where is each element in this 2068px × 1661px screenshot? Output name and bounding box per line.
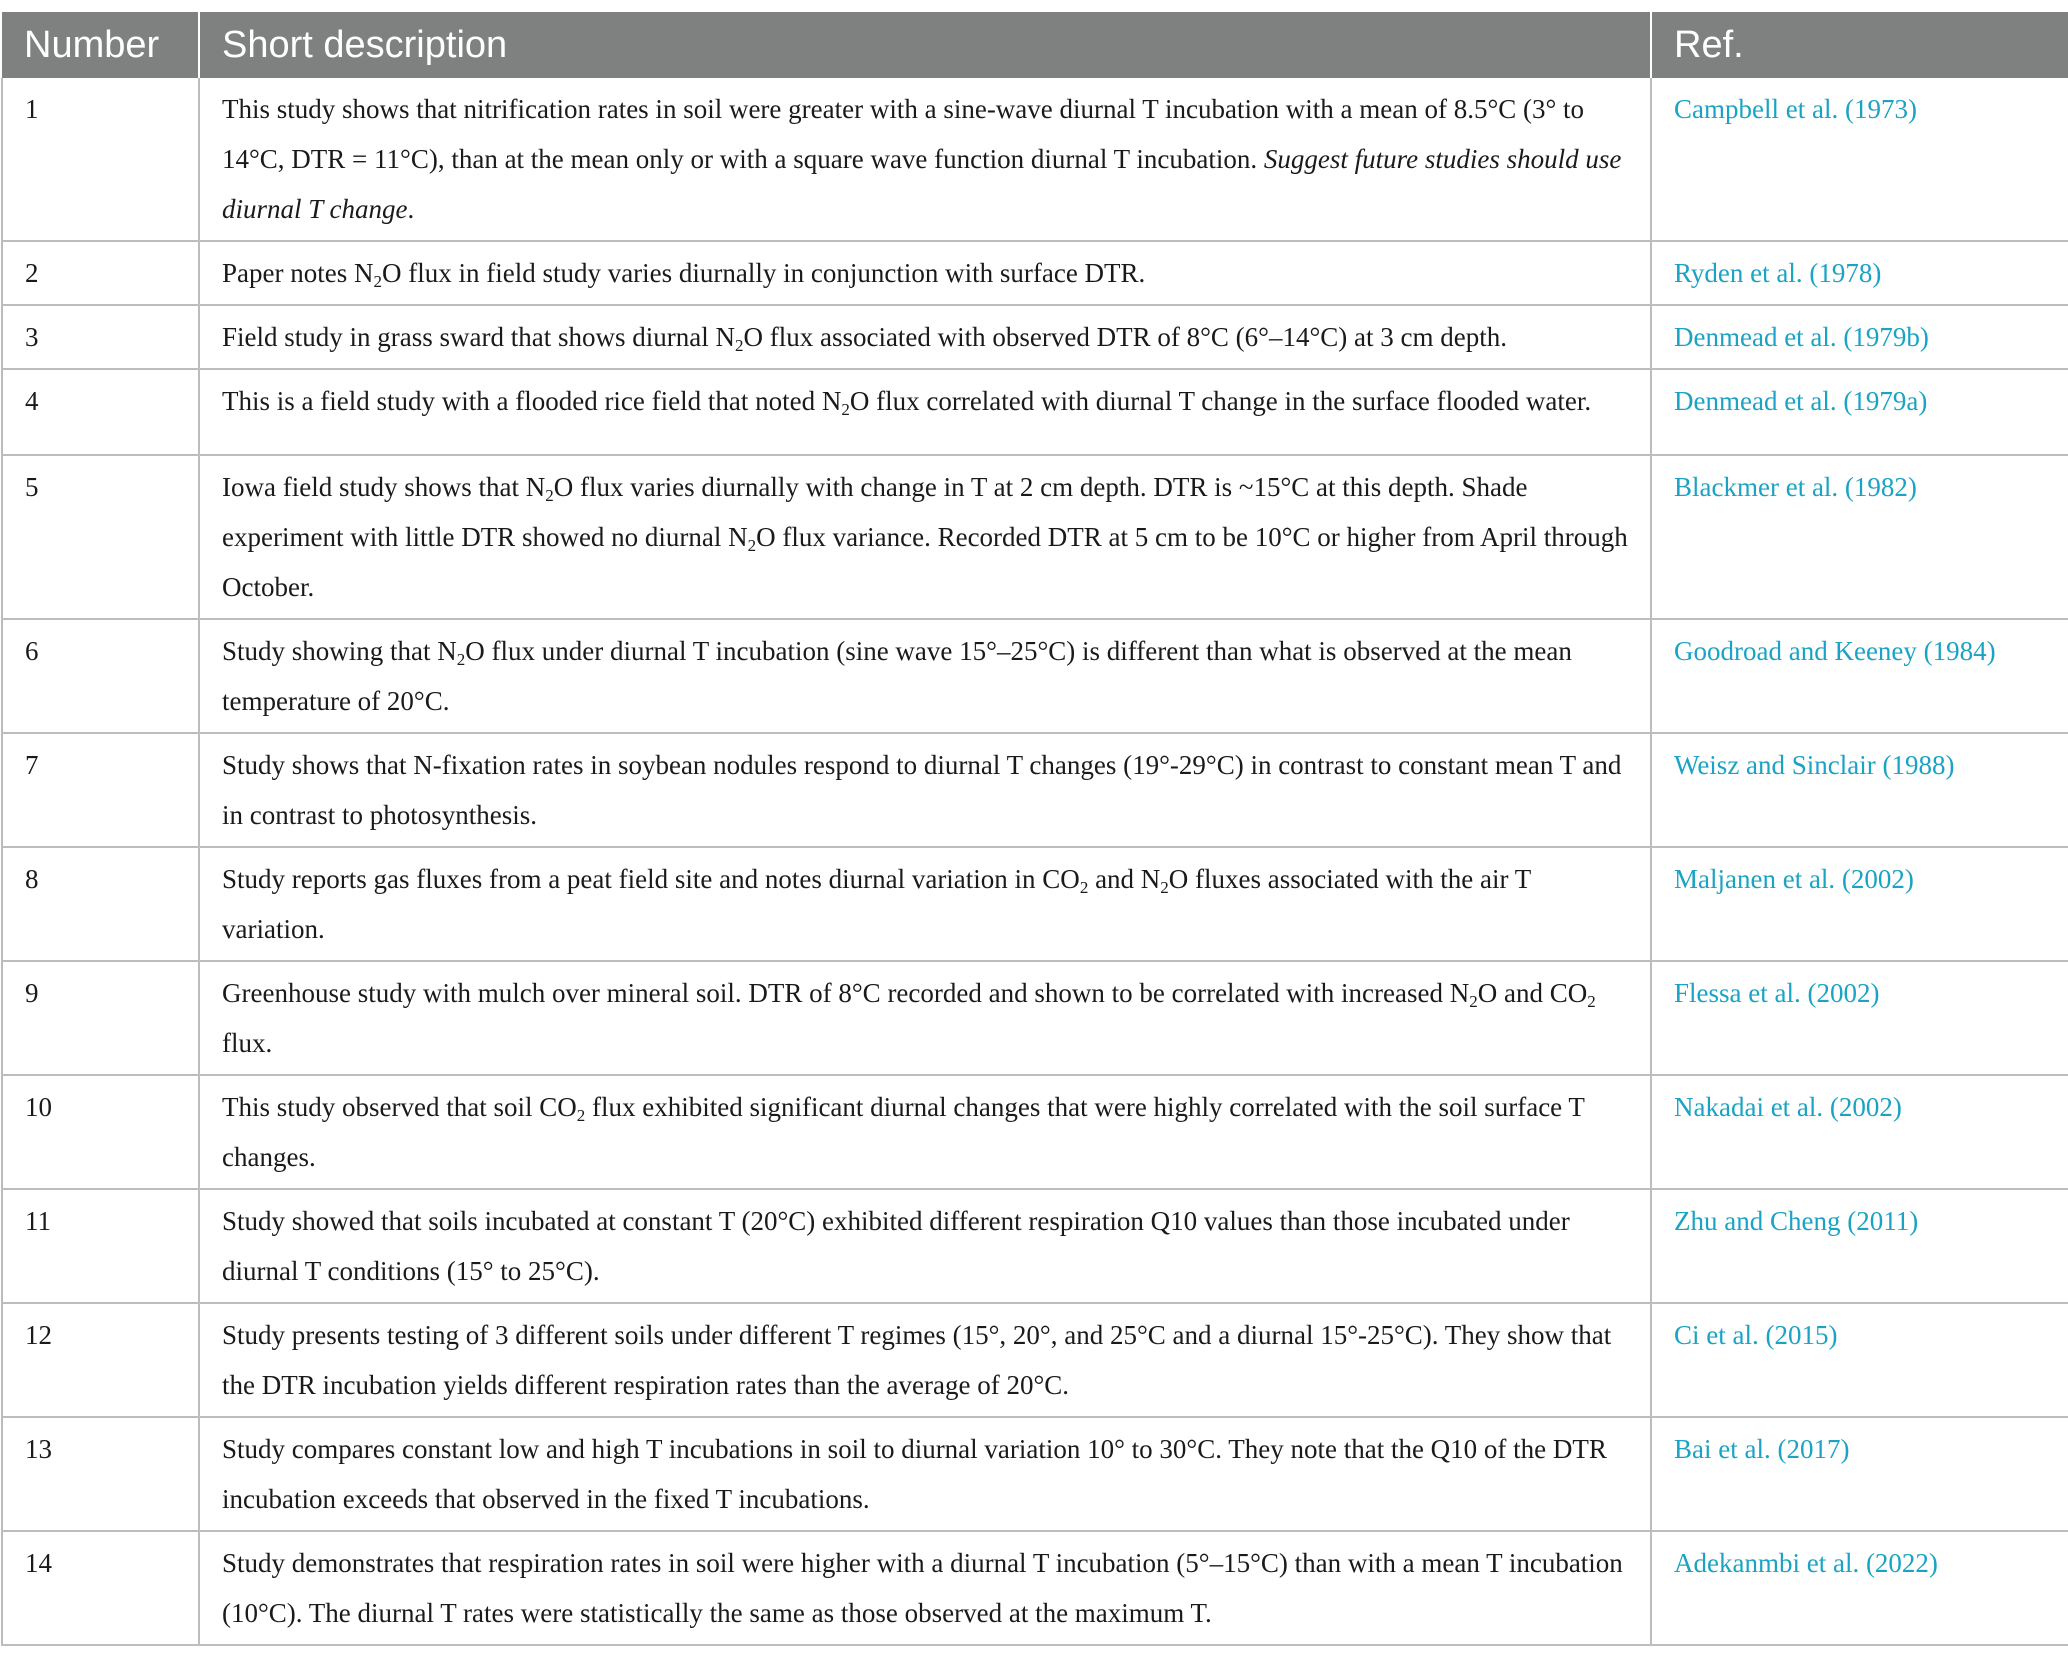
row-description: Study showing that $N_2O$ flux under diurnal T incubation (sine wave 15°–25°C) is different than what is observed at the mean temperature of 20°C. — [199, 619, 1651, 733]
row-description: Study demonstrates that respiration rates in soil were higher with a diurnal T incubation (5°–15°C) than with a mean T incubation (10°C). The diurnal T rates were statistically the same as those observed at the maximum T. — [199, 1531, 1651, 1645]
row-description: Field study in grass sward that shows diurnal $N_2O$ flux associated with observed DTR of 8°C (6°–14°C) at 3 cm depth. — [199, 305, 1651, 369]
header-ref: Ref. — [1651, 12, 2068, 78]
row-ref-link[interactable]: Flessa et al. (2002) — [1651, 961, 2068, 1075]
table-container — [1, 12, 2068, 1646]
header-row — [2, 12, 2068, 78]
row-number: 4 — [2, 369, 199, 455]
row-description: Paper notes $N_2O$ flux in field study varies diurnally in conjunction with surface DTR. — [199, 241, 1651, 305]
row-number: 14 — [2, 1531, 199, 1645]
row-description: This is a field study with a flooded rice field that noted $N_2O$ flux correlated with diurnal T change in the surface flooded water. — [199, 369, 1651, 455]
row-number: 9 — [2, 961, 199, 1075]
row-description: Study presents testing of 3 different soils under different T regimes (15°, 20°, and 25°C and a diurnal 15°-25°C). They show that the DTR incubation yields different respiration rates than the average of 20°C. — [199, 1303, 1651, 1417]
table-row — [2, 1303, 2068, 1417]
header-number: Number — [2, 12, 199, 78]
table-row — [2, 369, 2068, 455]
row-ref-link[interactable]: Maljanen et al. (2002) — [1651, 847, 2068, 961]
row-ref-link[interactable]: Ryden et al. (1978) — [1651, 241, 2068, 305]
table-row — [2, 961, 2068, 1075]
row-description: Study reports gas fluxes from a peat field site and notes diurnal variation in $CO_2$ and $N_2O$ fluxes associated with the air T variation. — [199, 847, 1651, 961]
row-description: Study showed that soils incubated at constant T (20°C) exhibited different respiration Q10 values than those incubated under diurnal T conditions (15° to 25°C). — [199, 1189, 1651, 1303]
table-row — [2, 1417, 2068, 1531]
row-ref-link[interactable]: Goodroad and Keeney (1984) — [1651, 619, 2068, 733]
row-ref-link[interactable]: Denmead et al. (1979b) — [1651, 305, 2068, 369]
table-row — [2, 1531, 2068, 1645]
row-description: Greenhouse study with mulch over mineral soil. DTR of 8°C recorded and shown to be correlated with increased $N_2O$ and $CO_2$ flux. — [199, 961, 1651, 1075]
table-row — [2, 733, 2068, 847]
row-ref-link[interactable]: Ci et al. (2015) — [1651, 1303, 2068, 1417]
studies-table — [1, 12, 2068, 1646]
table-row — [2, 1189, 2068, 1303]
row-ref-link[interactable]: Campbell et al. (1973) — [1651, 78, 2068, 241]
table-header — [2, 12, 2068, 78]
row-number: 10 — [2, 1075, 199, 1189]
row-number: 8 — [2, 847, 199, 961]
row-number: 7 — [2, 733, 199, 847]
row-description: This study shows that nitrification rates in soil were greater with a sine-wave diurnal T incubation with a mean of 8.5°C (3° to 14°C, DTR = 11°C), than at the mean only or with a square wave function diurnal T incubation. Suggest future studies should use diurnal T change. — [199, 78, 1651, 241]
table-body — [2, 78, 2068, 1645]
desc-italic: Suggest future studies should use diurnal T change — [222, 144, 1622, 224]
table-row — [2, 847, 2068, 961]
table-row — [2, 1075, 2068, 1189]
row-number: 1 — [2, 78, 199, 241]
row-ref-link[interactable]: Denmead et al. (1979a) — [1651, 369, 2068, 455]
row-number: 11 — [2, 1189, 199, 1303]
table-row — [2, 78, 2068, 241]
row-number: 6 — [2, 619, 199, 733]
row-ref-link[interactable]: Nakadai et al. (2002) — [1651, 1075, 2068, 1189]
row-description: Iowa field study shows that $N_2O$ flux varies diurnally with change in T at 2 cm depth. DTR is ~15°C at this depth. Shade experiment with little DTR showed no diurnal $N_2O$ flux variance. Recorded DTR at 5 cm to be 10°C or higher from April through October. — [199, 455, 1651, 619]
row-number: 3 — [2, 305, 199, 369]
row-number: 5 — [2, 455, 199, 619]
row-ref-link[interactable]: Zhu and Cheng (2011) — [1651, 1189, 2068, 1303]
row-ref-link[interactable]: Adekanmbi et al. (2022) — [1651, 1531, 2068, 1645]
table-row — [2, 241, 2068, 305]
header-description: Short description — [199, 12, 1651, 78]
table-row — [2, 619, 2068, 733]
row-number: 2 — [2, 241, 199, 305]
row-description: Study shows that N-fixation rates in soybean nodules respond to diurnal T changes (19°-29°C) in contrast to constant mean T and in contrast to photosynthesis. — [199, 733, 1651, 847]
table-row — [2, 455, 2068, 619]
row-number: 13 — [2, 1417, 199, 1531]
row-ref-link[interactable]: Bai et al. (2017) — [1651, 1417, 2068, 1531]
row-number: 12 — [2, 1303, 199, 1417]
row-description: Study compares constant low and high T incubations in soil to diurnal variation 10° to 30°C. They note that the Q10 of the DTR incubation exceeds that observed in the fixed T incubations. — [199, 1417, 1651, 1531]
table-row — [2, 305, 2068, 369]
row-ref-link[interactable]: Weisz and Sinclair (1988) — [1651, 733, 2068, 847]
row-ref-link[interactable]: Blackmer et al. (1982) — [1651, 455, 2068, 619]
row-description: This study observed that soil $CO_2$ flux exhibited significant diurnal changes that were highly correlated with the soil surface T changes. — [199, 1075, 1651, 1189]
